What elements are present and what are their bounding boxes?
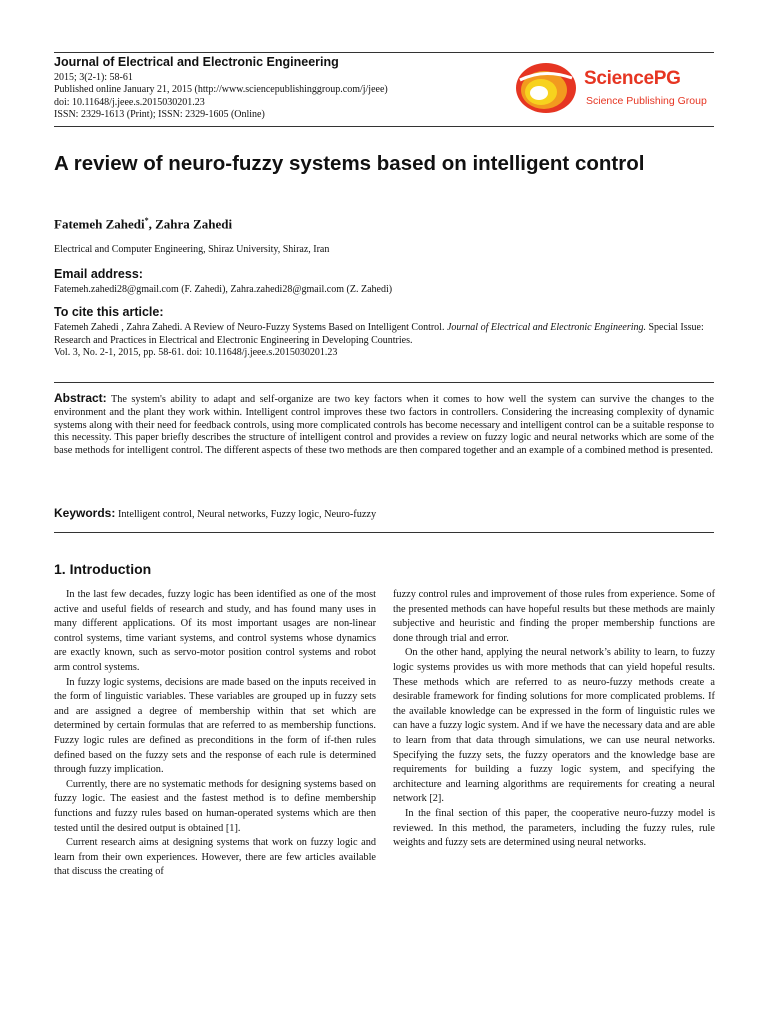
paragraph: fuzzy control rules and improvement of those rules from experience. Some of the presented methods can have hopeful results but these methods are mainly subjective and heuristic and finding the proper membership functions are done through trial and error. <box>393 589 715 644</box>
citation <box>54 322 714 360</box>
column-right <box>393 588 715 851</box>
paragraph: Current research aims at designing systems that work on fuzzy logic and learn from their own experiences. However, there are few articles available that discuss the creating of <box>54 837 376 878</box>
corresponding-mark: * <box>144 216 149 225</box>
paragraph: Currently, there are no systematic methods for designing systems based on fuzzy logic. The easiest and the fastest method is to define membership functions and fuzzy rules based on human-operated systems which are then tested until the desired output is obtained [1]. <box>54 778 376 834</box>
keywords-rule <box>54 532 714 533</box>
publisher-logo <box>514 60 714 116</box>
citation-volume: Vol. 3, No. 2-1, 2015, pp. 58-61. doi: 10.11648/j.jeee.s.2015030201.23 <box>54 347 338 359</box>
section-heading: 1. Introduction <box>54 561 152 577</box>
citation-journal: Journal of Electrical and Electronic Engineering. <box>446 322 646 333</box>
author-2: , Zahra Zahedi <box>148 216 233 232</box>
cite-heading: To cite this article: <box>54 305 164 319</box>
meta-doi: doi: 10.11648/j.jeee.s.2015030201.23 <box>54 96 205 108</box>
column-left <box>54 588 376 880</box>
abstract-rule <box>54 382 714 383</box>
paper-title: A review of neuro-fuzzy systems based on intelligent control <box>54 152 645 175</box>
keywords-label: Keywords: <box>54 506 116 520</box>
affiliation: Electrical and Computer Engineering, Shiraz University, Shiraz, Iran <box>54 244 330 255</box>
citation-issue: Special Issue: Research and Practices in Electrical and Electronic Engineering in Developing Countries. <box>54 322 704 346</box>
email-addresses: Fatemeh.zahedi28@gmail.com (F. Zahedi), Zahra.zahedi28@gmail.com (Z. Zahedi) <box>54 284 393 295</box>
abstract-text: The system's ability to adapt and self-organize are two key factors when it comes to how well the system can survive the changes to the environment and the plant they work within. Intelligent control improves these two factors in controllers. Considering the increasing complexity of dynamic systems along with their need for feedback controls, using more complicated controls has become necessary and intelligent control can be a suitable response to this necessity. This paper briefly describes the structure of intelligent control and provides a review on fuzzy logic and neural networks which are some of the base methods for intelligent control. The different aspects of these two methods are then compared together and an example of a combined method is presented. <box>54 394 715 457</box>
keywords-text: Intelligent control, Neural networks, Fuzzy logic, Neuro-fuzzy <box>117 509 377 520</box>
abstract-label: Abstract: <box>54 391 107 405</box>
journal-name: Journal of Electrical and Electronic Engineering <box>54 55 339 69</box>
meta-issn: ISSN: 2329-1613 (Print); ISSN: 2329-1605 (Online) <box>54 108 265 120</box>
paragraph: In the last few decades, fuzzy logic has been identified as one of the most active and useful fields of research and study, and has found many uses in many different applications. Of its most important usages are non-linear control systems, time variant systems, and control systems whose dynamics are exactly known, such as servo-motor position control systems and robot arm control systems. <box>54 589 376 673</box>
journal-meta <box>54 72 388 121</box>
author-1: Fatemeh Zahedi <box>54 216 145 232</box>
paragraph: On the other hand, applying the neural network’s ability to learn, to fuzzy logic systems provides us with more methods that can yield hopeful results. These methods which are referred to as neuro-fuzzy methods create a desirable framework for finding solutions for more complicated problems. If the available knowledge can be expressed in the form of linguistic rules we can have a fuzzy logic system. And if we have the necessary data and are able to learn from that data through simulations, we can use neural networks. Specifying the fuzzy sets, the fuzzy operators and the knowledge base are requirements for building a fuzzy logic system, and specifying the architecture and learning algorithms are requirements for creating a neural network [2]. <box>393 647 715 805</box>
logo-wordmark: SciencePG <box>584 68 681 89</box>
abstract <box>54 392 714 458</box>
meta-issue: 2015; 3(2-1): 58-61 <box>54 72 133 83</box>
meta-published: Published online January 21, 2015 (http://www.sciencepublishinggroup.com/j/jeee) <box>54 84 388 96</box>
top-rule <box>54 52 714 53</box>
header-rule <box>54 126 714 127</box>
keywords <box>54 506 376 520</box>
paragraph: In the final section of this paper, the cooperative neuro-fuzzy model is reviewed. In this method, the parameters, including the fuzzy rules, rule weights and fuzzy sets are determined using neural networks. <box>393 807 715 849</box>
authors <box>54 216 232 232</box>
paragraph: In fuzzy logic systems, decisions are made based on the inputs received in the form of linguistic variables. These variables are grouped up in fuzzy sets and are assigned a degree of membership within that set which are determined by certain formulas that are referred to as membership functions. Fuzzy logic rules are defined as preconditions in the form of if-then rules defined based on the fuzzy sets and the response of each rule is determined through fuzzy implication. <box>54 676 376 776</box>
logo-subtitle: Science Publishing Group <box>586 95 707 107</box>
email-heading: Email address: <box>54 267 143 281</box>
sciencepg-logo-icon <box>514 60 578 116</box>
citation-text: Fatemeh Zahedi , Zahra Zahedi. A Review of Neuro-Fuzzy Systems Based on Intelligent Control. <box>54 322 447 333</box>
